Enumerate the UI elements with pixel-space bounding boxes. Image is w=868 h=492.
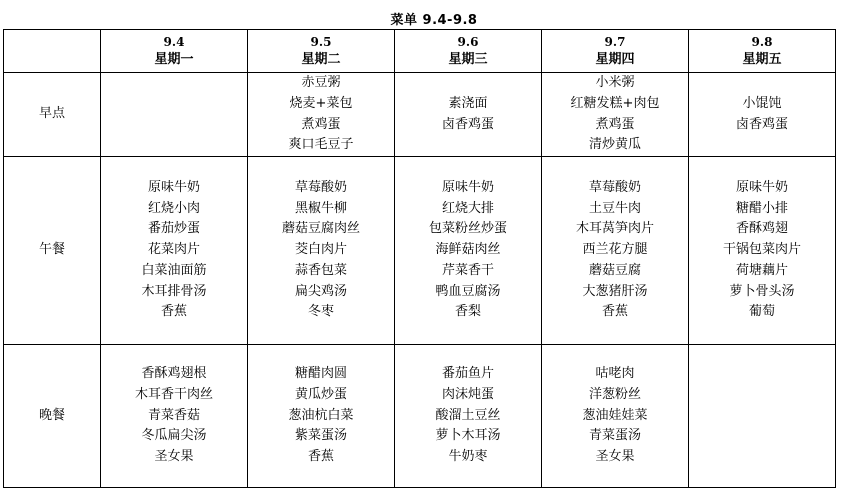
dish-item: 糖醋小排	[735, 200, 788, 216]
day-date: 9.8	[751, 35, 773, 49]
day-date: 9.4	[163, 35, 185, 49]
dish-item: 木耳排骨汤	[141, 283, 207, 299]
dish-item: 原味牛奶	[147, 180, 200, 196]
meal-label: 早点	[4, 73, 101, 157]
dish-item: 番茄炒蛋	[147, 221, 200, 237]
dish-item: 草莓酸奶	[294, 180, 347, 196]
dish-item: 冬枣	[307, 304, 334, 320]
dish-item: 煮鸡蛋	[301, 116, 341, 132]
dish-item: 蒜香包菜	[294, 262, 347, 278]
dish-item: 花菜肉片	[147, 242, 200, 258]
day-header	[248, 30, 395, 73]
day-header	[395, 30, 542, 73]
corner-cell	[4, 30, 101, 73]
dish-item: 茭白肉片	[294, 242, 347, 258]
dish-item: 青菜蛋汤	[588, 428, 641, 444]
menu-cell	[542, 157, 689, 345]
dish-item: 香酥鸡翅根	[141, 366, 207, 382]
dish-item: 糖醋肉圆	[294, 366, 347, 382]
dish-item: 香蕉	[601, 304, 628, 320]
dish-item: 煮鸡蛋	[595, 116, 635, 132]
menu-cell	[395, 73, 542, 157]
day-weekday: 星期四	[595, 52, 635, 67]
dish-item: 香酥鸡翅	[735, 221, 788, 237]
dish-item: 牛奶枣	[448, 449, 488, 465]
menu-table	[3, 29, 836, 488]
dish-item: 葡萄	[748, 304, 775, 320]
dish-item: 酸溜土豆丝	[435, 407, 501, 423]
dish-item: 芹菜香干	[441, 262, 494, 278]
dish-item: 鸭血豆腐汤	[435, 283, 501, 299]
dish-item: 紫菜蛋汤	[294, 428, 347, 444]
dish-item: 清炒黄瓜	[588, 137, 641, 153]
day-weekday: 星期三	[448, 52, 488, 67]
dish-item: 素浇面	[448, 95, 488, 111]
meal-row-dinner	[4, 345, 836, 488]
dish-item: 冬瓜扁尖汤	[141, 428, 207, 444]
day-header	[542, 30, 689, 73]
dish-item: 葱油娃娃菜	[582, 407, 648, 423]
dish-item: 原味牛奶	[735, 180, 788, 196]
dish-item: 西兰花方腿	[582, 242, 648, 258]
meal-row-breakfast	[4, 73, 836, 157]
dish-item: 红烧小肉	[147, 200, 200, 216]
menu-cell	[101, 345, 248, 488]
meal-label: 午餐	[4, 157, 101, 345]
menu-cell	[689, 345, 836, 488]
day-weekday: 星期一	[154, 52, 194, 67]
menu-cell	[689, 157, 836, 345]
day-date: 9.7	[604, 35, 626, 49]
dish-item: 赤豆粥	[301, 75, 341, 91]
dish-item: 咕咾肉	[595, 366, 635, 382]
menu-cell	[248, 345, 395, 488]
dish-item: 卤香鸡蛋	[441, 116, 494, 132]
day-header	[689, 30, 836, 73]
menu-cell	[248, 157, 395, 345]
dish-item: 蘑菇豆腐肉丝	[281, 221, 360, 237]
meal-label: 晚餐	[4, 345, 101, 488]
menu-cell	[248, 73, 395, 157]
meal-row-lunch	[4, 157, 836, 345]
dish-item: 蘑菇豆腐	[588, 262, 641, 278]
dish-item: 黑椒牛柳	[294, 200, 347, 216]
dish-item: 爽口毛豆子	[288, 137, 354, 153]
menu-cell	[395, 345, 542, 488]
dish-item: 香蕉	[160, 304, 187, 320]
dish-item: 原味牛奶	[441, 180, 494, 196]
day-date: 9.5	[310, 35, 332, 49]
menu-cell	[542, 73, 689, 157]
menu-title: 菜单 9.4-9.8	[390, 13, 478, 28]
menu-cell	[689, 73, 836, 157]
dish-item: 青菜香菇	[147, 407, 200, 423]
dish-item: 圣女果	[154, 449, 194, 465]
day-date: 9.6	[457, 35, 479, 49]
dish-item: 白菜油面筋	[141, 262, 207, 278]
dish-item: 萝卜木耳汤	[435, 428, 501, 444]
dish-item: 草莓酸奶	[588, 180, 641, 196]
dish-item: 黄瓜炒蛋	[294, 386, 347, 402]
dish-item: 干锅包菜肉片	[722, 242, 801, 258]
dish-item: 小米粥	[595, 75, 635, 91]
dish-item: 肉沫炖蛋	[441, 386, 494, 402]
dish-item: 小馄饨	[742, 95, 782, 111]
dish-item: 红烧大排	[441, 200, 494, 216]
day-weekday: 星期二	[301, 52, 341, 67]
dish-item: 包菜粉丝炒蛋	[428, 221, 507, 237]
dish-item: 洋葱粉丝	[588, 386, 641, 402]
menu-cell	[101, 157, 248, 345]
dish-item: 香梨	[454, 304, 481, 320]
dish-item: 荷塘藕片	[735, 262, 788, 278]
dish-item: 葱油杭白菜	[288, 407, 354, 423]
menu-cell	[101, 73, 248, 157]
day-weekday: 星期五	[742, 52, 782, 67]
dish-item: 烧麦+菜包	[289, 95, 353, 111]
menu-cell	[395, 157, 542, 345]
dish-item: 木耳香干肉丝	[134, 386, 213, 402]
dish-item: 卤香鸡蛋	[735, 116, 788, 132]
dish-item: 大葱猪肝汤	[582, 283, 648, 299]
dish-item: 海鲜菇肉丝	[435, 242, 501, 258]
dish-item: 圣女果	[595, 449, 635, 465]
dish-item: 番茄鱼片	[441, 366, 494, 382]
dish-item: 红糖发糕+肉包	[570, 95, 660, 111]
menu-cell	[542, 345, 689, 488]
dish-item: 萝卜骨头汤	[729, 283, 795, 299]
day-header	[101, 30, 248, 73]
header-row	[4, 30, 836, 73]
dish-item: 香蕉	[307, 449, 334, 465]
dish-item: 土豆牛肉	[588, 200, 641, 216]
dish-item: 木耳莴笋肉片	[575, 221, 654, 237]
dish-item: 扁尖鸡汤	[294, 283, 347, 299]
